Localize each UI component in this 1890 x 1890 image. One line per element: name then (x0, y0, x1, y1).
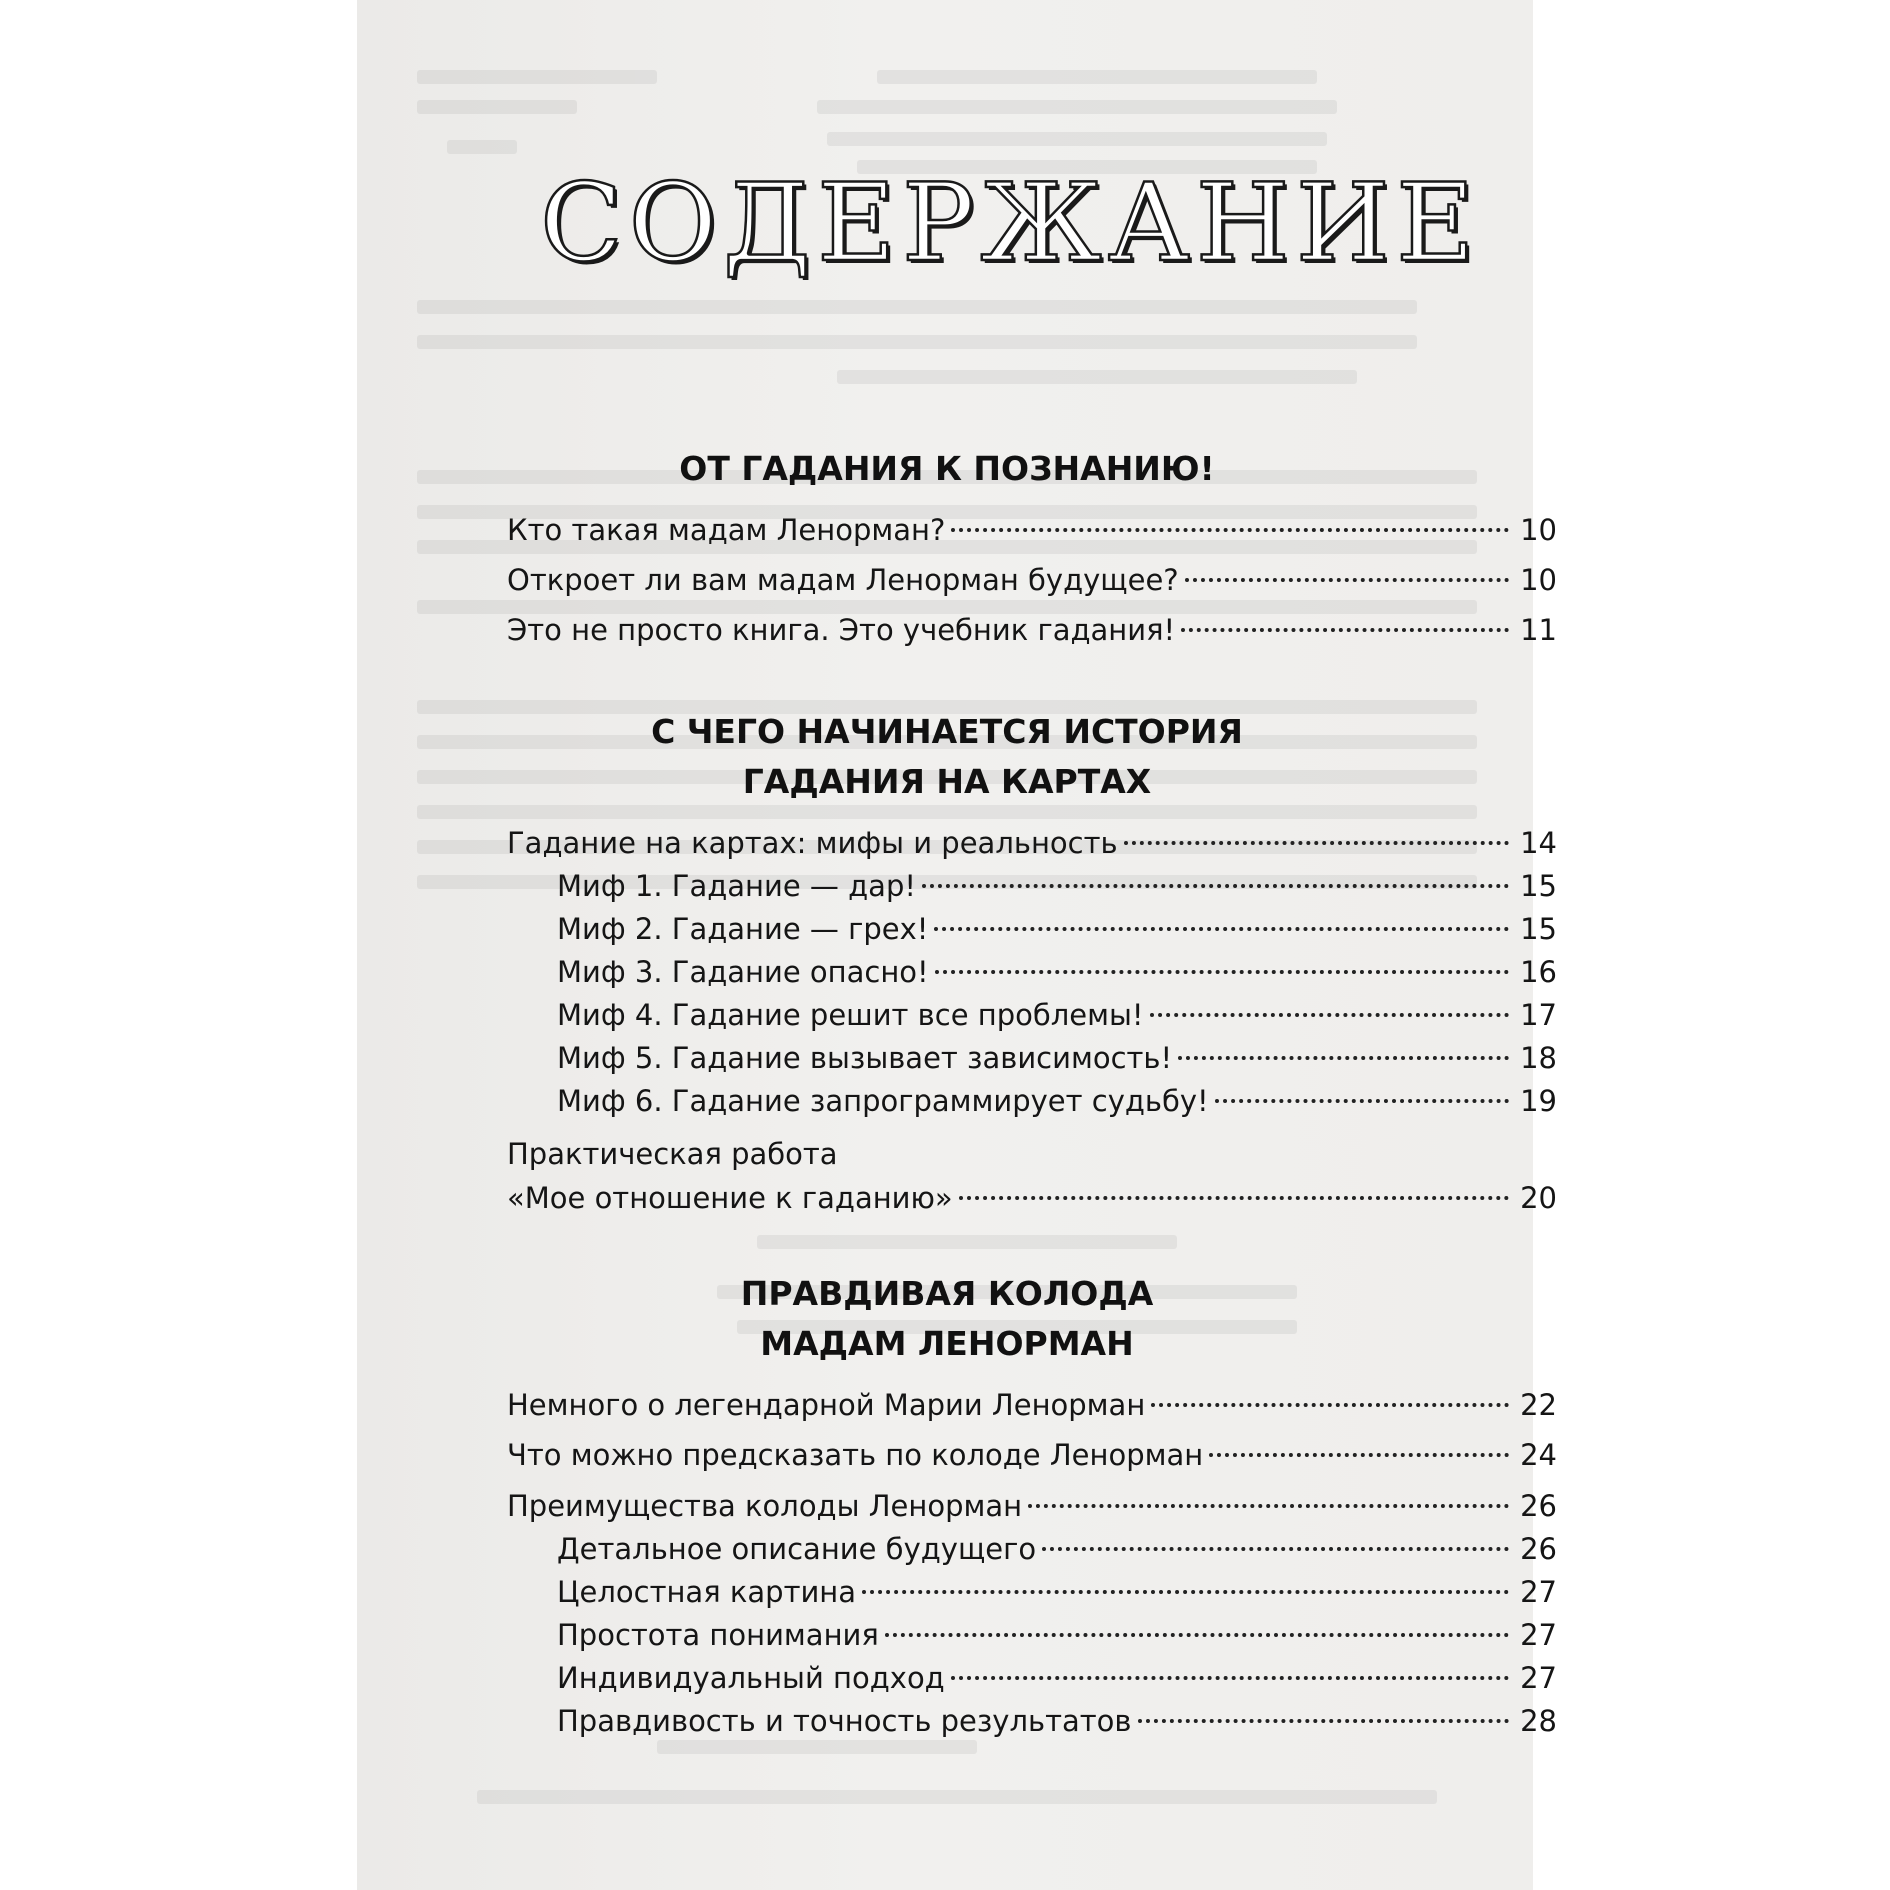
toc-entry-text: Детальное описание будущего (557, 1532, 1037, 1566)
toc-subentry[interactable] (557, 1656, 1557, 1700)
dot-leader (935, 970, 1509, 974)
dot-leader (951, 528, 1509, 532)
toc-entry-page: 27 (1520, 1575, 1557, 1609)
dot-leader (1138, 1719, 1510, 1723)
dot-leader (951, 1676, 1509, 1680)
toc-entry[interactable] (507, 508, 1557, 552)
toc-entry-text: Миф 4. Гадание решит все проблемы! (557, 998, 1144, 1032)
toc-entry-text: Индивидуальный подход (557, 1661, 945, 1695)
toc-entry-page: 17 (1520, 998, 1557, 1032)
dot-leader (1151, 1403, 1509, 1407)
dot-leader (1028, 1504, 1509, 1508)
toc-entry-text: Гадание на картах: мифы и реальность (507, 826, 1118, 860)
toc-entry-page: 11 (1520, 613, 1557, 647)
toc-entry-page: 15 (1520, 912, 1557, 946)
dot-leader (885, 1633, 1509, 1637)
toc-subentry[interactable] (557, 950, 1557, 994)
toc-entry-page: 20 (1520, 1181, 1557, 1215)
toc-subentry[interactable] (557, 864, 1557, 908)
toc-entry[interactable] (507, 1383, 1557, 1427)
toc-subentry[interactable] (557, 1079, 1557, 1123)
dot-leader (862, 1590, 1509, 1594)
toc-entry-pretext: Практическая работа (507, 1137, 838, 1171)
toc-entry-text: Правдивость и точность результатов (557, 1704, 1132, 1738)
dot-leader (1150, 1013, 1509, 1017)
toc-entry-text: Миф 5. Гадание вызывает зависимость! (557, 1041, 1173, 1075)
dot-leader (1181, 628, 1509, 632)
toc-subentry[interactable] (557, 907, 1557, 951)
toc-entry-page: 16 (1520, 955, 1557, 989)
dot-leader (922, 884, 1509, 888)
toc-entry-page: 26 (1520, 1532, 1557, 1566)
toc-entry-text: Миф 3. Гадание опасно! (557, 955, 929, 989)
section-heading-line: ОТ ГАДАНИЯ К ПОЗНАНИЮ! (679, 449, 1215, 488)
book-page (357, 0, 1557, 1890)
toc-entry-page: 27 (1520, 1661, 1557, 1695)
toc-entry-text: Миф 6. Гадание запрограммирует судьбу! (557, 1084, 1209, 1118)
toc-entry-page: 27 (1520, 1618, 1557, 1652)
page-title: СОДЕРЖАНИЕ (540, 161, 1481, 286)
section-heading-line: МАДАМ ЛЕНОРМАН (760, 1324, 1134, 1363)
toc-entry-text: Миф 1. Гадание — дар! (557, 869, 916, 903)
toc-entry[interactable] (507, 608, 1557, 652)
toc-entry[interactable] (507, 1433, 1557, 1477)
dot-leader (1215, 1099, 1509, 1103)
section-heading-line: ГАДАНИЯ НА КАРТАХ (742, 762, 1152, 801)
toc-entry-text: Миф 2. Гадание — грех! (557, 912, 929, 946)
toc-entry-text: Целостная картина (557, 1575, 857, 1609)
toc-entry[interactable] (507, 821, 1557, 865)
toc-entry-text: Что можно предсказать по колоде Ленорман (507, 1438, 1204, 1472)
toc-entry-text: Немного о легендарной Марии Ленорман (507, 1388, 1146, 1422)
section-heading (467, 444, 1427, 494)
toc-entry-text: Откроет ли вам мадам Ленорман будущее? (507, 563, 1179, 597)
dot-leader (1124, 841, 1509, 845)
toc-subentry[interactable] (557, 1527, 1557, 1571)
toc-subentry[interactable] (557, 993, 1557, 1037)
toc-entry-page: 15 (1520, 869, 1557, 903)
section-heading (467, 707, 1427, 807)
dot-leader (1042, 1547, 1509, 1551)
toc-entry-page: 10 (1520, 563, 1557, 597)
toc-entry-page: 24 (1520, 1438, 1557, 1472)
toc-entry-text: «Мое отношение к гаданию» (507, 1181, 953, 1215)
toc-entry-page: 19 (1520, 1084, 1557, 1118)
toc-entry-text: Это не просто книга. Это учебник гадания! (507, 613, 1176, 647)
toc-entry-page: 28 (1520, 1704, 1557, 1738)
dot-leader (934, 927, 1509, 931)
toc-subentry[interactable] (557, 1570, 1557, 1614)
toc-subentry[interactable] (557, 1613, 1557, 1657)
toc-entry[interactable] (507, 558, 1557, 602)
toc-entry-page: 26 (1520, 1489, 1557, 1523)
dot-leader (1178, 1056, 1509, 1060)
section-heading-line: С ЧЕГО НАЧИНАЕТСЯ ИСТОРИЯ (651, 712, 1243, 751)
toc-subentry[interactable] (557, 1699, 1557, 1743)
toc-entry[interactable] (507, 1137, 1557, 1220)
section-heading (467, 1269, 1427, 1369)
dot-leader (1185, 578, 1509, 582)
dot-leader (959, 1196, 1509, 1200)
toc-entry-page: 22 (1520, 1388, 1557, 1422)
toc-entry-page: 10 (1520, 513, 1557, 547)
toc-entry[interactable] (507, 1484, 1557, 1528)
toc-entry-text: Преимущества колоды Ленорман (507, 1489, 1023, 1523)
toc-entry-text: Простота понимания (557, 1618, 879, 1652)
toc-entry-page: 18 (1520, 1041, 1557, 1075)
toc-entry-page: 14 (1520, 826, 1557, 860)
toc-entry-text: Кто такая мадам Ленорман? (507, 513, 946, 547)
section-heading-line: ПРАВДИВАЯ КОЛОДА (740, 1274, 1154, 1313)
toc-subentry[interactable] (557, 1036, 1557, 1080)
dot-leader (1209, 1453, 1509, 1457)
